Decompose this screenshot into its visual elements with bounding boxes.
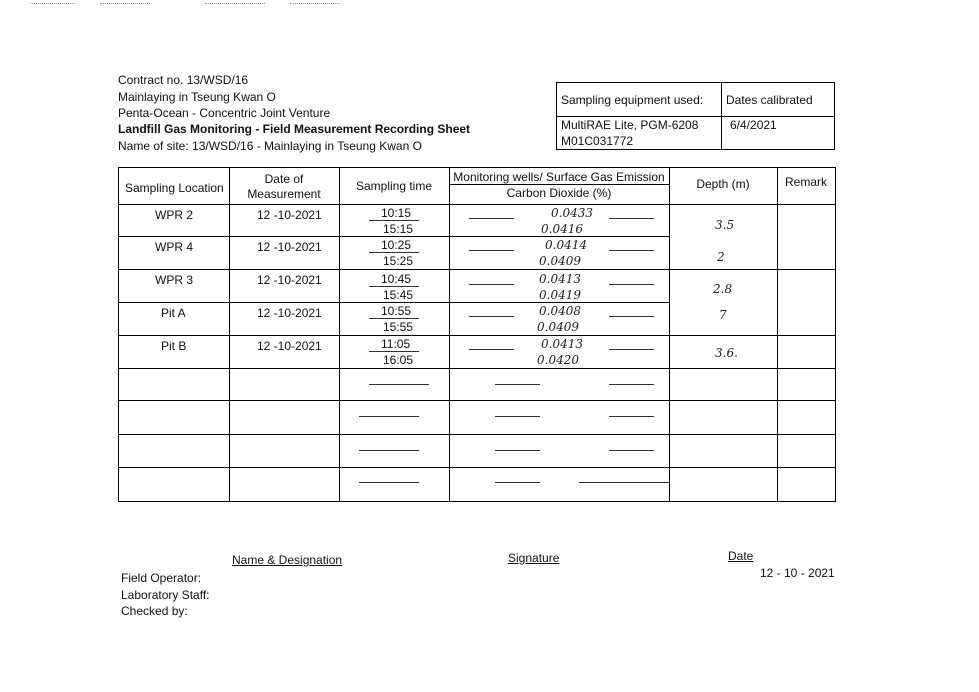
row-divider bbox=[119, 400, 835, 401]
header-date-line2: Measurement bbox=[247, 187, 321, 201]
equipment-table bbox=[556, 82, 835, 150]
dates-calibrated-label: Dates calibrated bbox=[722, 83, 835, 117]
site-name: Name of site: 13/WSD/16 - Mainlaying in Tseung Kwan O bbox=[118, 139, 422, 153]
header-gas-line1: Monitoring wells/ Surface Gas Emission bbox=[453, 170, 665, 184]
row5-location: Pit B bbox=[161, 339, 187, 353]
row2-time2: 15:25 bbox=[383, 254, 414, 268]
scan-artifact bbox=[30, 3, 75, 4]
entry-line bbox=[369, 384, 429, 385]
calibrated-date-value: 6/4/2021 bbox=[730, 118, 777, 132]
entry-line bbox=[369, 318, 419, 319]
row3-time1: 10:45 bbox=[381, 272, 412, 286]
entry-line bbox=[609, 349, 654, 350]
row4-time2: 15:55 bbox=[383, 320, 414, 334]
equipment-value bbox=[557, 117, 722, 150]
row5-co2-2: 0.0420 bbox=[537, 353, 579, 367]
entry-line bbox=[609, 316, 654, 317]
row4-co2-2: 0.0409 bbox=[537, 320, 579, 334]
entry-line bbox=[369, 252, 419, 253]
checked-by-label: Checked by: bbox=[121, 604, 188, 618]
entry-line bbox=[469, 349, 514, 350]
entry-line bbox=[469, 316, 514, 317]
row5-co2-1: 0.0413 bbox=[541, 337, 583, 351]
equipment-serial: M01C031772 bbox=[561, 134, 634, 148]
scan-artifact bbox=[100, 3, 150, 4]
row5-depth: 3.6. bbox=[715, 346, 738, 360]
row1-location: WPR 2 bbox=[155, 208, 194, 222]
row1-time2: 15:15 bbox=[383, 222, 414, 236]
sheet-title: Landfill Gas Monitoring - Field Measurement Recording Sheet bbox=[118, 122, 471, 136]
row-divider bbox=[119, 467, 835, 468]
row-divider bbox=[119, 269, 835, 270]
row4-depth: 7 bbox=[719, 308, 727, 322]
row2-time1: 10:25 bbox=[381, 238, 412, 252]
row3-co2-2: 0.0419 bbox=[539, 288, 581, 302]
header-gas-divider bbox=[449, 184, 669, 185]
row-divider bbox=[119, 204, 835, 205]
row-divider bbox=[119, 335, 835, 336]
entry-line bbox=[359, 482, 419, 483]
row2-location: WPR 4 bbox=[155, 240, 194, 254]
row2-depth: 2 bbox=[717, 250, 725, 264]
row1-co2-1: 0.0433 bbox=[551, 206, 593, 220]
equipment-model: MultiRAE Lite, PGM-6208 bbox=[561, 118, 699, 132]
header-sampling-location: Sampling Location bbox=[125, 181, 224, 195]
entry-line bbox=[495, 450, 540, 451]
header-gas-line2: Carbon Dioxide (%) bbox=[506, 186, 612, 200]
entry-line bbox=[359, 450, 419, 451]
entry-line bbox=[609, 384, 654, 385]
row-divider bbox=[119, 302, 669, 303]
laboratory-staff-label: Laboratory Staff: bbox=[121, 588, 210, 602]
scan-artifact bbox=[290, 3, 340, 4]
project-name: Mainlaying in Tseung Kwan O bbox=[118, 90, 276, 104]
row-divider bbox=[119, 434, 835, 435]
row1-co2-2: 0.0416 bbox=[541, 222, 583, 236]
row1-depth: 3.5 bbox=[715, 218, 735, 232]
row2-co2-2: 0.0409 bbox=[539, 254, 581, 268]
entry-line bbox=[369, 351, 419, 352]
header-sampling-time: Sampling time bbox=[355, 179, 433, 193]
row2-co2-1: 0.0414 bbox=[545, 238, 587, 252]
name-designation-heading: Name & Designation bbox=[232, 553, 343, 567]
row3-location: WPR 3 bbox=[155, 273, 194, 287]
row3-co2-1: 0.0413 bbox=[539, 272, 581, 286]
entry-line bbox=[495, 416, 540, 417]
contract-number: Contract no. 13/WSD/16 bbox=[118, 73, 249, 87]
row4-date: 12 -10-2021 bbox=[257, 306, 322, 320]
row4-location: Pit A bbox=[161, 306, 186, 320]
row3-depth: 2.8 bbox=[713, 282, 733, 296]
row1-time1: 10:15 bbox=[381, 206, 412, 220]
header-depth: Depth (m) bbox=[696, 177, 750, 191]
entry-line bbox=[369, 286, 419, 287]
entry-line bbox=[609, 250, 654, 251]
entry-line bbox=[609, 284, 654, 285]
entry-line bbox=[469, 250, 514, 251]
signature-heading: Signature bbox=[508, 551, 560, 565]
entry-line bbox=[609, 450, 654, 451]
row3-time2: 15:45 bbox=[383, 288, 414, 302]
row4-co2-1: 0.0408 bbox=[539, 304, 581, 318]
row4-time1: 10:55 bbox=[381, 304, 412, 318]
date-heading: Date bbox=[728, 549, 754, 563]
row3-date: 12 -10-2021 bbox=[257, 273, 322, 287]
row2-date: 12 -10-2021 bbox=[257, 240, 322, 254]
entry-line bbox=[495, 482, 540, 483]
entry-line bbox=[469, 218, 514, 219]
header-date-line1: Date of bbox=[264, 172, 304, 186]
entry-line bbox=[609, 218, 654, 219]
entry-line bbox=[609, 416, 654, 417]
entry-line bbox=[579, 482, 669, 483]
row5-time1: 11:05 bbox=[381, 337, 411, 351]
calibrated-date bbox=[722, 117, 835, 150]
field-operator-label: Field Operator: bbox=[121, 571, 202, 585]
equipment-label: Sampling equipment used: bbox=[557, 83, 722, 117]
signed-date: 12 - 10 - 2021 bbox=[760, 566, 835, 580]
row5-time2: 16:05 bbox=[383, 353, 414, 367]
contractor-name: Penta-Ocean - Concentric Joint Venture bbox=[118, 106, 331, 120]
entry-line bbox=[359, 416, 419, 417]
row-divider bbox=[119, 236, 669, 237]
header-remark: Remark bbox=[784, 175, 827, 189]
entry-line bbox=[469, 284, 514, 285]
row1-date: 12 -10-2021 bbox=[257, 208, 322, 222]
row5-date: 12 -10-2021 bbox=[257, 339, 322, 353]
entry-line bbox=[495, 384, 540, 385]
scan-artifact bbox=[205, 3, 265, 4]
measurement-table bbox=[118, 167, 836, 502]
entry-line bbox=[369, 220, 419, 221]
row-divider bbox=[119, 368, 835, 369]
